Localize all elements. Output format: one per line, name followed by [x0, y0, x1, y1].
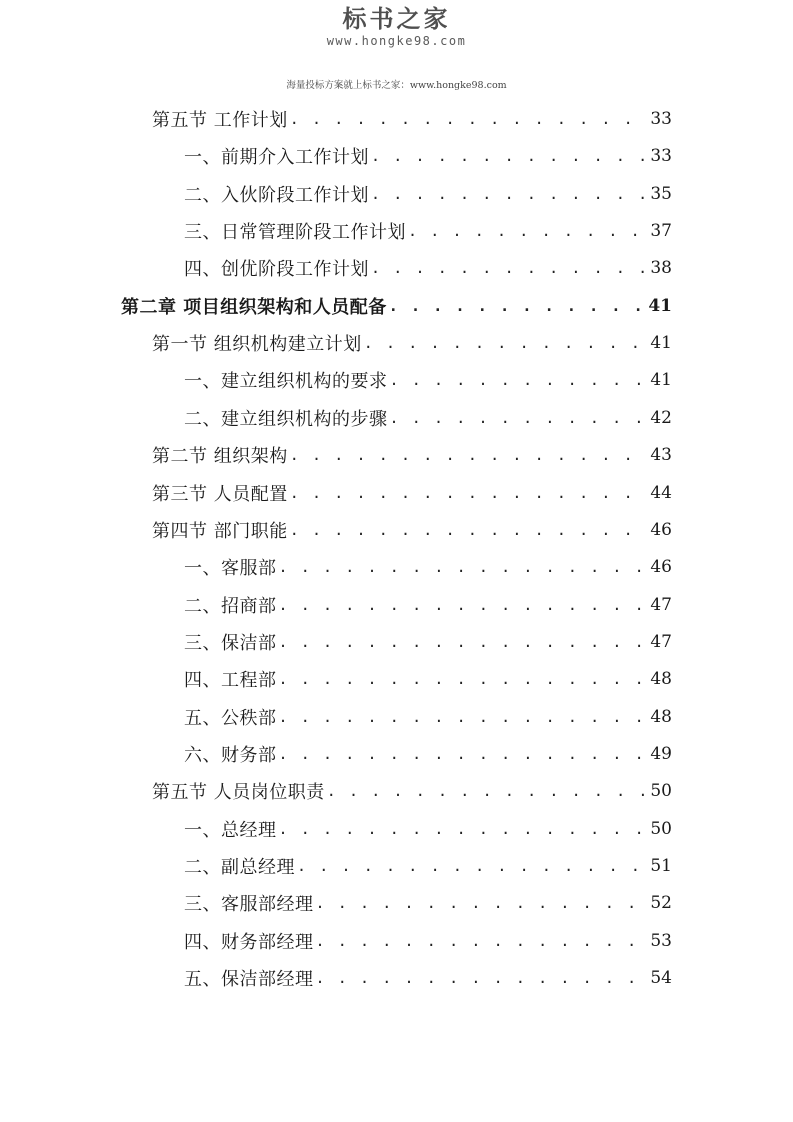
- toc-subsection-entry[interactable]: [184, 176, 672, 212]
- toc-page-number: 47: [650, 594, 672, 615]
- toc-entry-label: 二、招商部: [184, 595, 277, 617]
- toc-subsection-entry[interactable]: [184, 362, 672, 398]
- toc-page-number: 44: [650, 482, 672, 503]
- toc-page-number: 53: [650, 930, 672, 951]
- toc-page-number: 51: [650, 856, 672, 876]
- toc-dot-leader: [327, 782, 645, 800]
- toc-page-number: 33: [650, 146, 672, 167]
- toc-dot-leader: [290, 484, 645, 502]
- toc-dot-leader: [371, 147, 644, 165]
- toc-subsection-entry[interactable]: [184, 885, 672, 921]
- toc-subsection-entry[interactable]: [184, 699, 672, 735]
- toc-dot-leader: [371, 185, 644, 203]
- toc-subsection-entry[interactable]: [184, 661, 672, 697]
- toc-entry-label: 二、副总经理: [184, 857, 295, 878]
- logo-title: 标书之家: [342, 5, 451, 33]
- toc-page-number: 47: [650, 631, 672, 652]
- toc-dot-leader: [316, 969, 645, 987]
- toc-subsection-entry[interactable]: [184, 213, 672, 249]
- toc-subsection-entry[interactable]: [184, 736, 672, 772]
- toc-subsection-entry[interactable]: [184, 923, 672, 959]
- toc-dot-leader: [279, 558, 645, 576]
- toc-page-number: 48: [650, 706, 672, 727]
- toc-entry-label: 第三节 人员配置: [152, 483, 288, 505]
- toc-entry-label: 五、公秩部: [184, 707, 277, 729]
- toc-page-number: 43: [650, 445, 672, 466]
- toc-subsection-entry[interactable]: [184, 549, 672, 585]
- logo-url: www.hongke98.com: [326, 34, 467, 48]
- toc-page-number: 41: [648, 295, 672, 316]
- toc-entry-label: 四、工程部: [184, 670, 277, 692]
- toc-page-number: 37: [650, 221, 672, 242]
- toc-page-number: 52: [650, 893, 672, 914]
- toc-dot-leader: [279, 745, 645, 763]
- toc-entry-label: 四、创优阶段工作计划: [184, 259, 369, 281]
- toc-page-number: 48: [650, 669, 672, 690]
- toc-entry-label: 三、客服部经理: [184, 894, 314, 916]
- toc-section-entry[interactable]: [152, 101, 672, 137]
- toc-dot-leader: [290, 446, 645, 464]
- toc-subsection-entry[interactable]: [184, 624, 672, 660]
- toc-entry-label: 一、建立组织机构的要求: [184, 371, 388, 393]
- toc-page-number: 35: [650, 183, 672, 204]
- toc-dot-leader: [371, 259, 644, 277]
- toc-page-number: 50: [650, 818, 672, 839]
- toc-dot-leader: [408, 222, 644, 240]
- site-logo: [0, 4, 793, 48]
- toc-subsection-entry[interactable]: [184, 250, 672, 286]
- toc-section-entry[interactable]: [152, 512, 672, 548]
- toc-dot-leader: [279, 708, 645, 726]
- toc-dot-leader: [389, 297, 643, 315]
- toc-page-number: 38: [650, 258, 672, 279]
- toc-dot-leader: [279, 820, 645, 838]
- toc-page-number: 46: [650, 557, 672, 578]
- toc-section-entry[interactable]: [152, 325, 672, 361]
- toc-entry-label: 一、总经理: [184, 819, 277, 841]
- toc-dot-leader: [290, 110, 645, 128]
- toc-entry-label: 一、客服部: [184, 558, 277, 580]
- toc-dot-leader: [290, 521, 645, 539]
- toc-subsection-entry[interactable]: [184, 138, 672, 174]
- toc-page-number: 41: [650, 333, 672, 354]
- toc-entry-label: 一、前期介入工作计划: [184, 147, 369, 169]
- toc-dot-leader: [316, 932, 645, 950]
- toc-entry-label: 第二章 项目组织架构和人员配备: [121, 296, 387, 318]
- toc-section-entry[interactable]: [152, 437, 672, 473]
- toc-page-number: 33: [650, 109, 672, 129]
- toc-subsection-entry[interactable]: [184, 400, 672, 436]
- toc-page-number: 41: [650, 370, 672, 391]
- toc-entry-label: 第四节 部门职能: [152, 520, 288, 542]
- toc-entry-label: 第五节 工作计划: [152, 110, 288, 131]
- toc-entry-label: 第一节 组织机构建立计划: [152, 334, 362, 356]
- toc-page-number: 42: [650, 407, 672, 428]
- toc-section-entry[interactable]: [152, 475, 672, 511]
- toc-page-number: 50: [650, 781, 672, 802]
- toc-entry-label: 三、保洁部: [184, 632, 277, 654]
- toc-entry-label: 二、入伙阶段工作计划: [184, 184, 369, 206]
- toc-subsection-entry[interactable]: [184, 960, 672, 996]
- toc-entry-label: 三、日常管理阶段工作计划: [184, 222, 406, 244]
- toc-dot-leader: [390, 409, 645, 427]
- toc-entry-label: 二、建立组织机构的步骤: [184, 408, 388, 430]
- toc-entry-label: 四、财务部经理: [184, 931, 314, 953]
- toc-entry-label: 五、保洁部经理: [184, 969, 314, 991]
- toc-subsection-entry[interactable]: [184, 587, 672, 623]
- toc-page-number: 54: [650, 968, 672, 989]
- toc-section-entry[interactable]: [152, 773, 672, 809]
- toc-dot-leader: [364, 334, 645, 352]
- toc-dot-leader: [390, 371, 645, 389]
- toc-entry-label: 第五节 人员岗位职责: [152, 782, 325, 804]
- toc-dot-leader: [297, 857, 644, 875]
- header-tagline: 海量投标方案就上标书之家：www.hongke98.com: [286, 80, 507, 91]
- toc-chapter-entry[interactable]: [121, 288, 672, 324]
- toc-subsection-entry[interactable]: [184, 811, 672, 847]
- toc-dot-leader: [279, 633, 645, 651]
- toc-dot-leader: [279, 596, 645, 614]
- toc-dot-leader: [279, 670, 645, 688]
- toc-page-number: 49: [650, 743, 672, 764]
- toc-subsection-entry[interactable]: [184, 848, 672, 884]
- toc-entry-label: 第二节 组织架构: [152, 446, 288, 468]
- toc-page-number: 46: [650, 519, 672, 540]
- toc-dot-leader: [316, 894, 645, 912]
- toc-entry-label: 六、财务部: [184, 744, 277, 766]
